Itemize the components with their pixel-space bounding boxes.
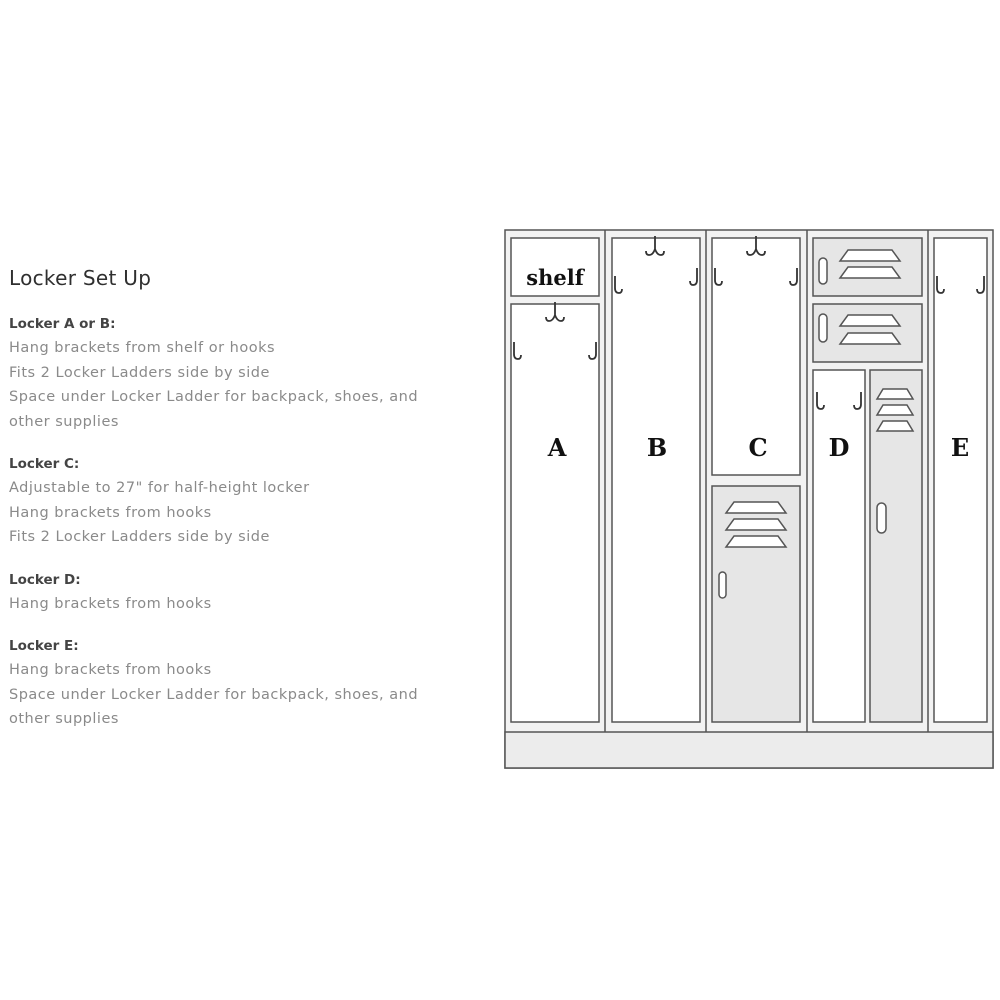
locker-b <box>612 236 700 722</box>
section-line: other supplies <box>9 413 119 430</box>
vent-icon <box>877 389 913 399</box>
locker-e-interior <box>934 238 987 722</box>
vent-icon <box>877 421 913 431</box>
vent-icon <box>726 536 786 547</box>
vent-icon <box>840 333 900 344</box>
locker-a-label: A <box>547 433 567 462</box>
section-line: Hang brackets from hooks <box>9 595 212 612</box>
locker-d-label: D <box>828 433 850 462</box>
locker-b-label: B <box>646 433 668 462</box>
locker-c-label: C <box>748 433 768 462</box>
vent-icon <box>840 315 900 326</box>
locker-b-interior <box>612 238 700 722</box>
vent-icon <box>877 405 913 415</box>
locker-base <box>505 732 993 768</box>
section-line: Fits 2 Locker Ladders side by side <box>9 529 270 545</box>
section-heading: Locker A or B: <box>9 316 116 332</box>
vent-icon <box>840 267 900 278</box>
vent-icon <box>726 519 786 530</box>
section-line: other supplies <box>9 711 119 727</box>
locker-a-interior <box>511 304 599 722</box>
section-line: Hang brackets from shelf or hooks <box>9 340 276 356</box>
section-heading: Locker D: <box>9 571 81 588</box>
page-title: Locker Set Up <box>9 266 152 290</box>
locker-d-interior <box>813 370 865 722</box>
locker-a <box>511 238 599 722</box>
door-handle-icon <box>819 258 827 284</box>
section-line: Hang brackets from hooks <box>9 662 212 678</box>
door-handle-icon <box>719 572 726 598</box>
section-heading: Locker E: <box>9 638 79 654</box>
section-line: Hang brackets from hooks <box>9 504 212 521</box>
door-handle-icon <box>877 503 886 533</box>
locker-e <box>934 238 987 722</box>
vent-icon <box>726 502 786 513</box>
vent-icon <box>840 250 900 261</box>
section-line: Fits 2 Locker Ladders side by side <box>9 364 270 381</box>
section-line: Adjustable to 27" for half-height locker <box>9 480 310 496</box>
locker-e-label: E <box>950 433 970 462</box>
section-heading: Locker C: <box>9 456 80 472</box>
door-handle-icon <box>819 314 827 342</box>
section-line: Space under Locker Ladder for backpack, shoes, and <box>9 389 419 405</box>
section-line: Space under Locker Ladder for backpack, shoes, and <box>9 686 419 703</box>
shelf-label: shelf <box>526 265 584 290</box>
